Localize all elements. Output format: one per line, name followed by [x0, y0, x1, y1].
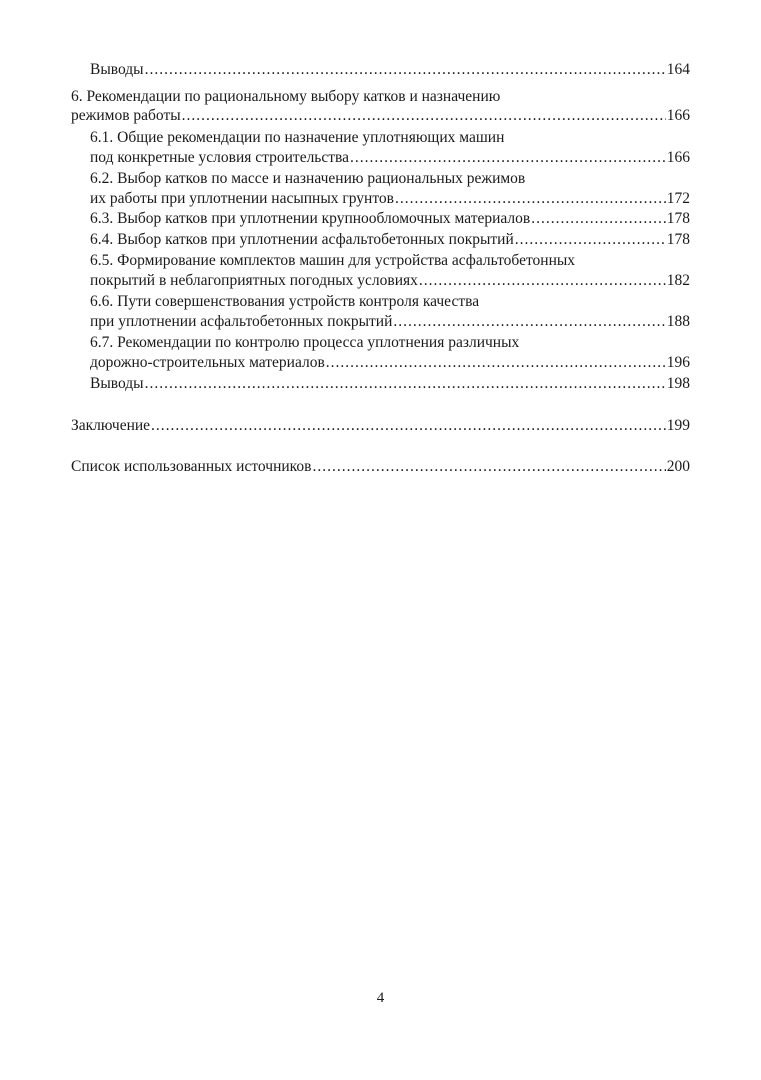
toc-entry-conclusions-ch6 [90, 373, 690, 395]
toc-page-number: 178 [666, 210, 690, 227]
toc-entry-6-1-line1: 6.1. Общие рекомендации по назначение уплотняющих машин [90, 129, 505, 146]
toc-page-number: 164 [666, 61, 690, 78]
toc-entry-title: покрытий в неблагоприятных погодных условиях [90, 272, 418, 289]
toc-entry-6-7-line1: 6.7. Рекомендации по контролю процесса уплотнения различных [90, 334, 520, 351]
toc-page-number: 196 [666, 354, 690, 371]
toc-page-number: 172 [666, 190, 690, 207]
toc-entry-conclusion [71, 415, 690, 437]
toc-page-number: 188 [666, 313, 690, 330]
toc-entry-title: их работы при уплотнении насыпных грунтов [90, 190, 394, 207]
toc-entry-6-5-line2 [90, 270, 690, 292]
toc-entry-title: Выводы [90, 61, 144, 78]
toc-entry-6-1-line2 [90, 147, 690, 169]
toc-entry-title: Список использованных источников [71, 458, 312, 475]
page-number: 4 [376, 990, 385, 1006]
toc-entry-title: Заключение [71, 417, 151, 434]
toc-entry-6-6-line1: 6.6. Пути совершенствования устройств контроля качества [90, 293, 480, 310]
dot-leader [419, 270, 666, 292]
toc-entry-6-2-line1: 6.2. Выбор катков по массе и назначению рациональных режимов [90, 170, 526, 187]
toc-entry-title: 6.4. Выбор катков при уплотнении асфальтобетонных покрытий [90, 231, 514, 248]
dot-leader [312, 456, 665, 478]
toc-page-number: 182 [666, 272, 690, 289]
toc-entry-title: под конкретные условия строительства [90, 149, 350, 166]
dot-leader [145, 59, 666, 81]
toc-entry-ch6-line2 [71, 105, 690, 127]
toc-page-number: 166 [666, 149, 690, 166]
toc-entry-6-7-line2 [90, 352, 690, 374]
toc-entry-conclusions-ch5 [90, 59, 690, 81]
toc-entry-title: при уплотнении асфальтобетонных покрытий [90, 313, 393, 330]
dot-leader [145, 373, 666, 395]
toc-entry-title: Выводы [90, 375, 144, 392]
toc-entry-ch6-line1: 6. Рекомендации по рациональному выбору катков и назначению [71, 88, 501, 105]
toc-page-number: 200 [666, 458, 690, 475]
toc-entry-title: 6.3. Выбор катков при уплотнении крупнообломочных материалов [90, 210, 531, 227]
dot-leader [326, 352, 666, 374]
toc-entry-title: дорожно-строительных материалов [90, 354, 325, 371]
toc-entry-6-2-line2 [90, 188, 690, 210]
toc-entry-6-6-line2 [90, 311, 690, 333]
toc-entry-6-5-line1: 6.5. Формирование комплектов машин для устройства асфальтобетонных [90, 252, 576, 269]
dot-leader [182, 105, 666, 127]
dot-leader [393, 311, 665, 333]
toc-page-number: 178 [666, 231, 690, 248]
toc-entry-references [71, 456, 690, 478]
toc-page-number: 166 [666, 107, 690, 124]
toc-entry-6-3 [90, 208, 690, 230]
toc-entry-title: режимов работы [71, 107, 181, 124]
toc-page-number: 199 [666, 417, 690, 434]
dot-leader [395, 188, 666, 210]
dot-leader [515, 229, 666, 251]
dot-leader [531, 208, 666, 230]
toc-entry-6-4 [90, 229, 690, 251]
dot-leader [151, 415, 666, 437]
toc-page-number: 198 [666, 375, 690, 392]
dot-leader [350, 147, 666, 169]
